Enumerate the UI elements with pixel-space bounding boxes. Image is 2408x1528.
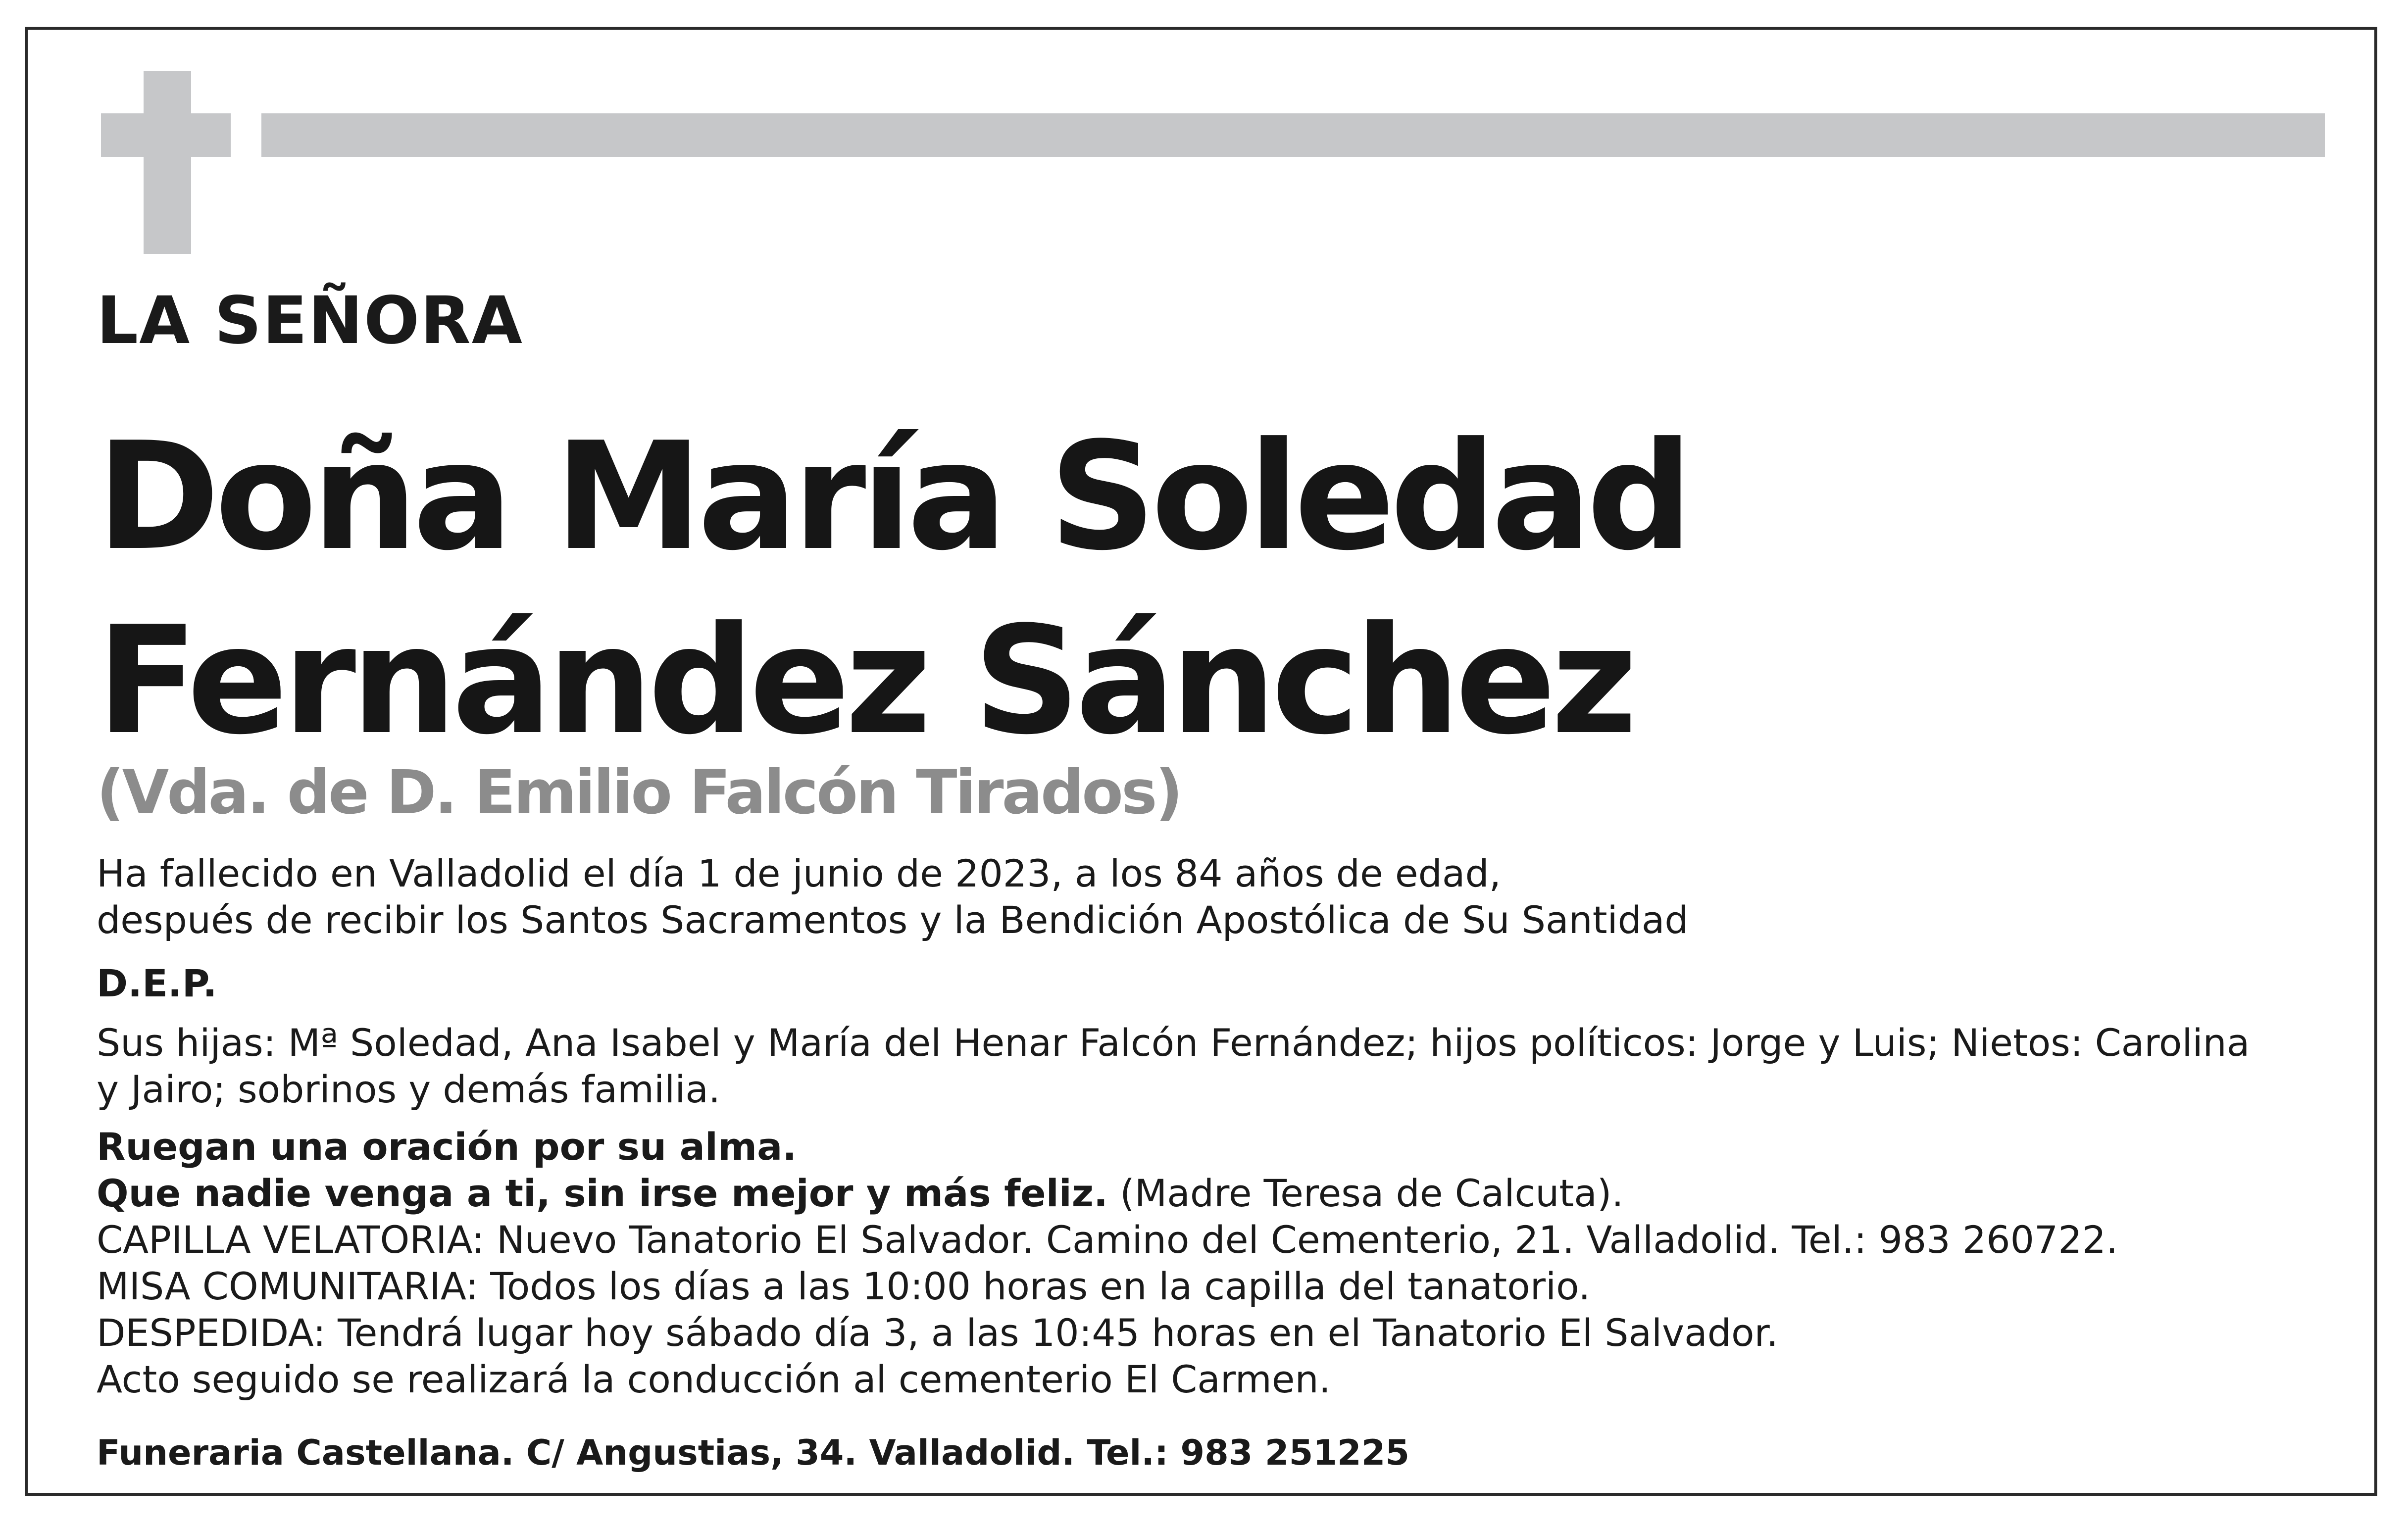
family-line-2: y Jairo; sobrinos y demás familia. <box>97 1067 721 1111</box>
procession-info: Acto seguido se realizará la conducción al cementerio El Carmen. <box>97 1357 1331 1401</box>
prayer-block <box>97 1124 1624 1217</box>
funeral-home-info: Funeraria Castellana. C/ Angustias, 34. Valladolid. Tel.: 983 251225 <box>97 1432 1410 1473</box>
family-list <box>97 1020 2250 1113</box>
quote-author: (Madre Teresa de Calcuta). <box>1107 1171 1624 1215</box>
title-prefix: LA SEÑORA <box>97 283 523 359</box>
chapel-info: CAPILLA VELATORIA: Nuevo Tanatorio El Salvador. Camino del Cementerio, 21. Valladolid. Tel.: 983 260722. <box>97 1218 2118 1262</box>
farewell-info: DESPEDIDA: Tendrá lugar hoy sábado día 3, a las 10:45 horas en el Tanatorio El Salvador. <box>97 1311 1778 1355</box>
family-line-1: Sus hijas: Mª Soledad, Ana Isabel y María del Henar Falcón Fernández; hijos políticos: Jorge y Luis; Nietos: Carolina <box>97 1021 2250 1065</box>
death-line-2: después de recibir los Santos Sacramentos y la Bendición Apostólica de Su Santidad <box>97 898 1689 942</box>
widow-note: (Vda. de D. Emilio Falcón Tirados) <box>97 757 1181 828</box>
cross-icon-vertical <box>144 71 191 254</box>
deceased-name-line1: Doña María Soledad <box>97 410 1688 583</box>
deceased-name <box>97 405 1688 773</box>
deceased-name-line2: Fernández Sánchez <box>97 594 1633 767</box>
service-details <box>97 1217 2118 1356</box>
death-line-1: Ha fallecido en Valladolid el día 1 de junio de 2023, a los 84 años de edad, <box>97 851 1501 895</box>
quote-text: Que nadie venga a ti, sin irse mejor y más feliz. <box>97 1171 1108 1215</box>
death-announcement <box>97 850 1689 943</box>
prayer-request: Ruegan una oración por su alma. <box>97 1125 797 1169</box>
quote-line <box>97 1170 1624 1217</box>
dep-label: D.E.P. <box>97 961 217 1005</box>
mass-info: MISA COMUNITARIA: Todos los días a las 10:00 horas en la capilla del tanatorio. <box>97 1264 1591 1308</box>
header-rule <box>261 113 2325 157</box>
cross-icon-horizontal <box>101 113 231 157</box>
